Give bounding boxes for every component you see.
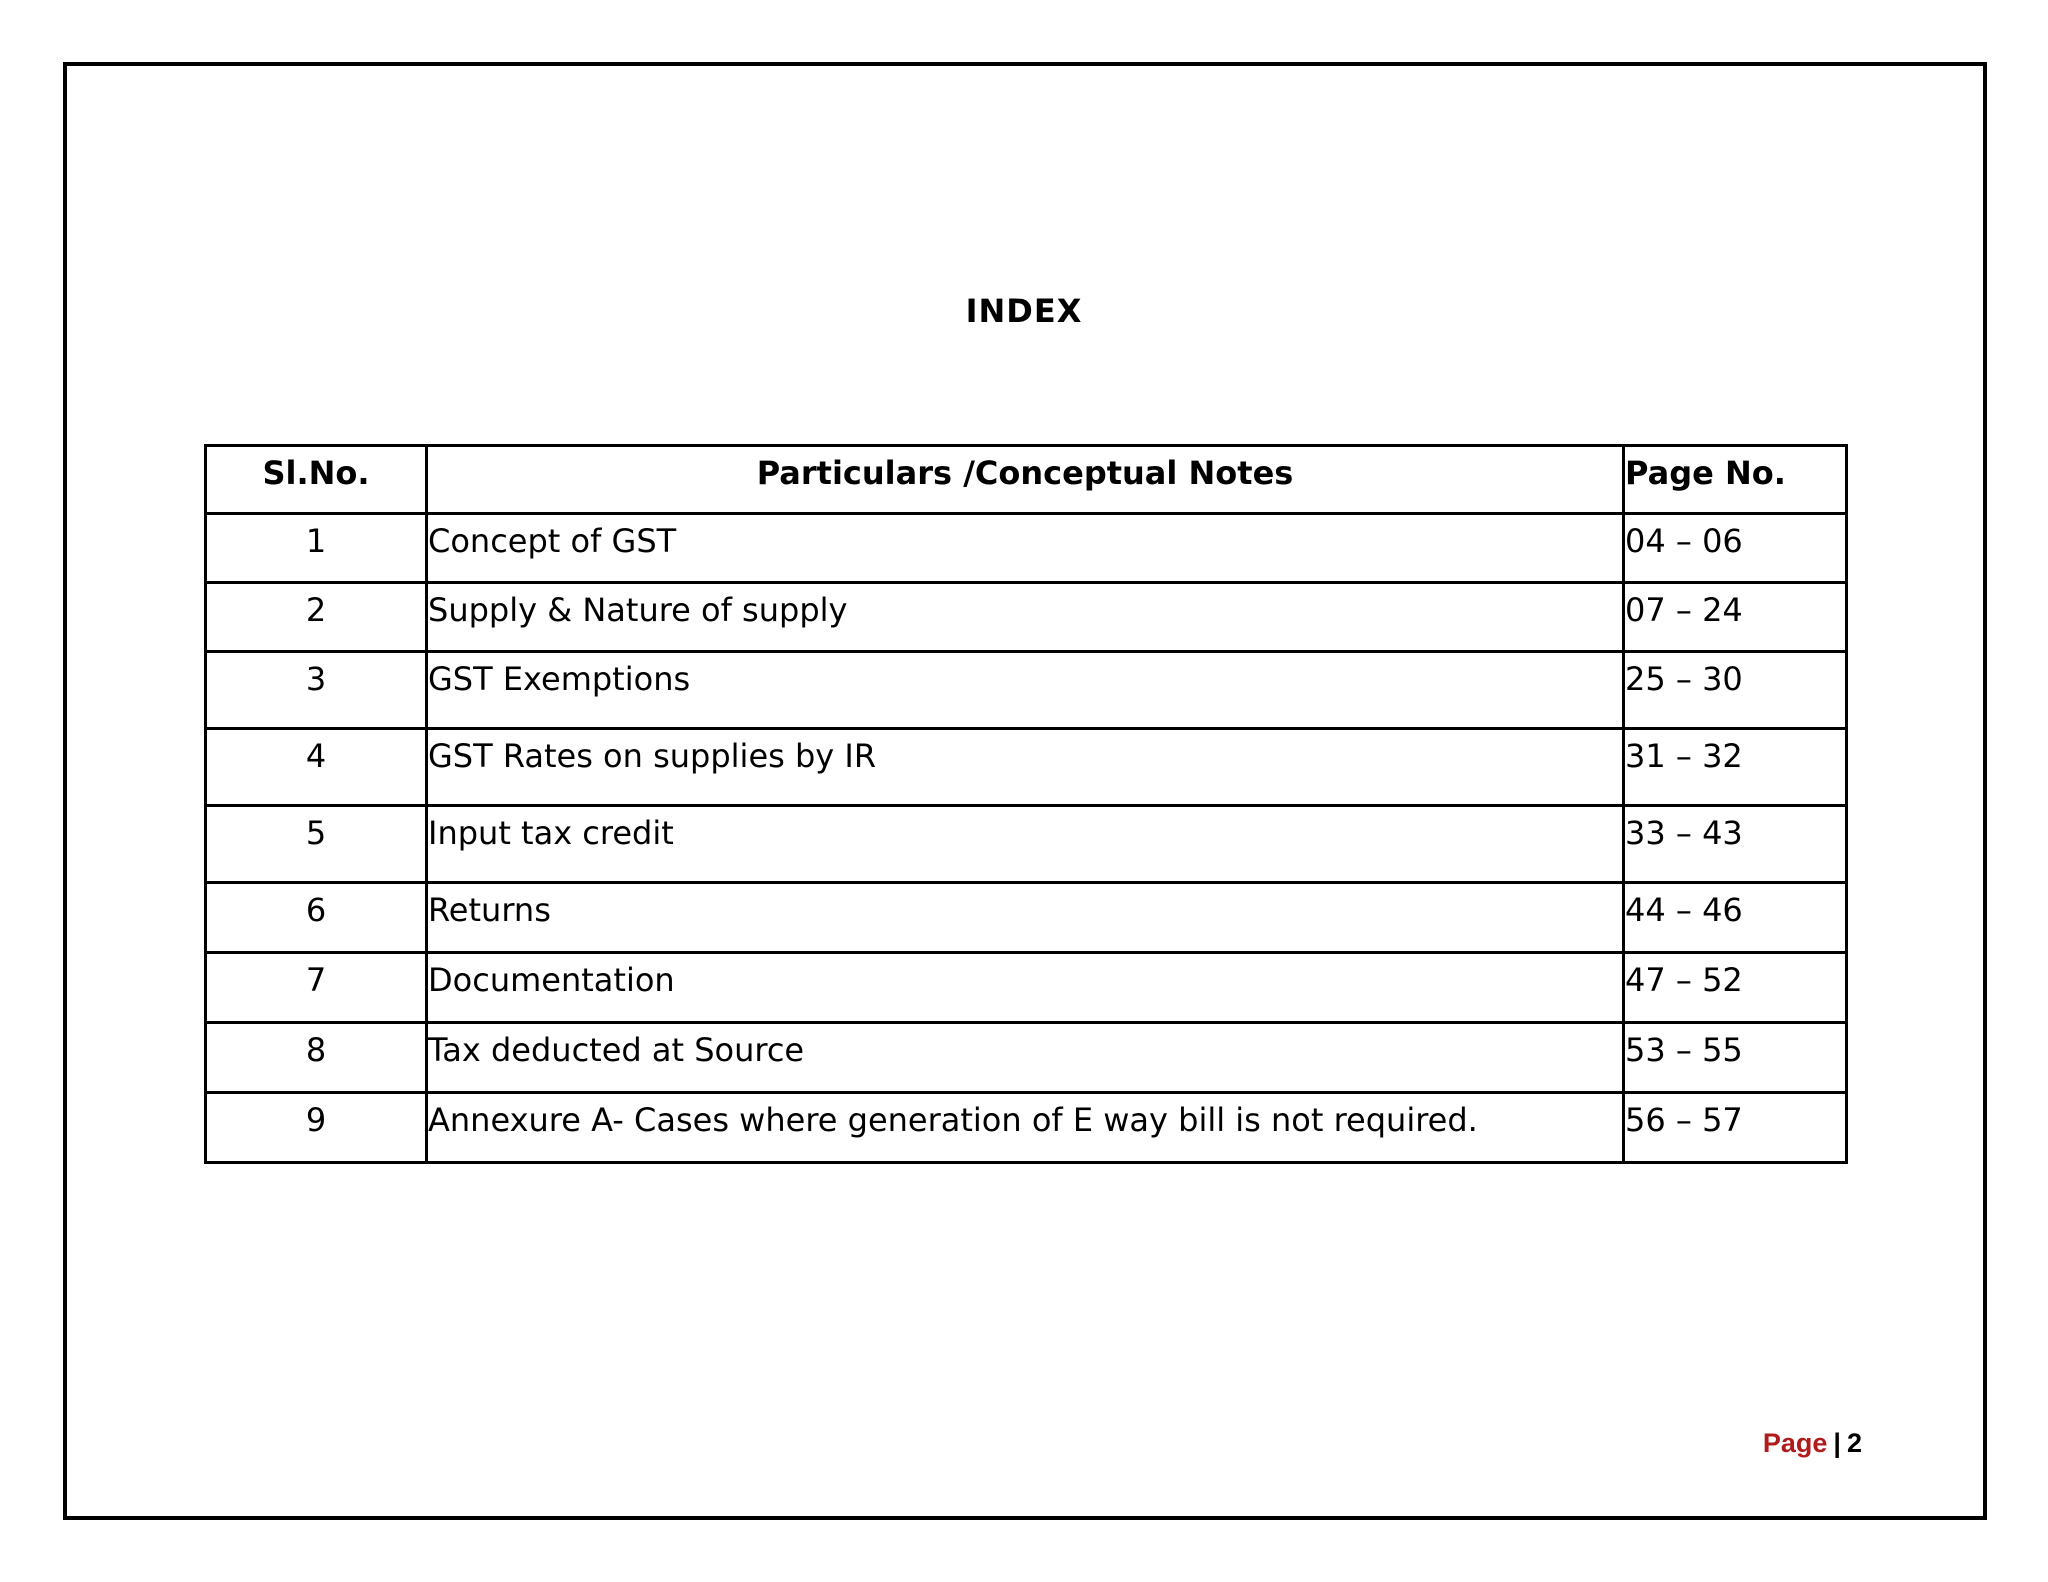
row-sl-no: 1 — [206, 514, 427, 583]
row-page-range: 44 – 46 — [1624, 883, 1847, 953]
row-sl-no: 3 — [206, 652, 427, 729]
table-header-row — [206, 446, 1847, 514]
table-row — [206, 1093, 1847, 1163]
table-row — [206, 652, 1847, 729]
row-page-range: 56 – 57 — [1624, 1093, 1847, 1163]
header-page-no: Page No. — [1624, 446, 1847, 514]
header-particulars: Particulars /Conceptual Notes — [427, 446, 1624, 514]
footer-page-number: 2 — [1846, 1428, 1862, 1458]
row-page-range: 07 – 24 — [1624, 583, 1847, 652]
row-particular: Supply & Nature of supply — [427, 583, 1624, 652]
row-page-range: 04 – 06 — [1624, 514, 1847, 583]
row-particular: Annexure A- Cases where generation of E way bill is not required. — [427, 1093, 1624, 1163]
row-particular: Input tax credit — [427, 806, 1624, 883]
table-row — [206, 729, 1847, 806]
page-title: INDEX — [965, 292, 1083, 330]
row-particular: GST Rates on supplies by IR — [427, 729, 1624, 806]
table-row — [206, 953, 1847, 1023]
row-sl-no: 6 — [206, 883, 427, 953]
table-row — [206, 806, 1847, 883]
row-particular: GST Exemptions — [427, 652, 1624, 729]
row-page-range: 53 – 55 — [1624, 1023, 1847, 1093]
row-page-range: 47 – 52 — [1624, 953, 1847, 1023]
row-page-range: 31 – 32 — [1624, 729, 1847, 806]
table-row — [206, 514, 1847, 583]
row-particular: Concept of GST — [427, 514, 1624, 583]
row-particular: Returns — [427, 883, 1624, 953]
table-row — [206, 583, 1847, 652]
footer-separator: | — [1833, 1428, 1841, 1458]
row-sl-no: 2 — [206, 583, 427, 652]
row-sl-no: 9 — [206, 1093, 427, 1163]
row-sl-no: 5 — [206, 806, 427, 883]
row-particular: Tax deducted at Source — [427, 1023, 1624, 1093]
footer-page-label: Page — [1762, 1428, 1828, 1458]
table-row — [206, 883, 1847, 953]
header-sl-no: Sl.No. — [206, 446, 427, 514]
page-footer — [1763, 1428, 1862, 1459]
row-page-range: 33 – 43 — [1624, 806, 1847, 883]
row-sl-no: 7 — [206, 953, 427, 1023]
row-page-range: 25 – 30 — [1624, 652, 1847, 729]
table-row — [206, 1023, 1847, 1093]
row-particular: Documentation — [427, 953, 1624, 1023]
row-sl-no: 8 — [206, 1023, 427, 1093]
index-table — [204, 444, 1848, 1164]
row-sl-no: 4 — [206, 729, 427, 806]
